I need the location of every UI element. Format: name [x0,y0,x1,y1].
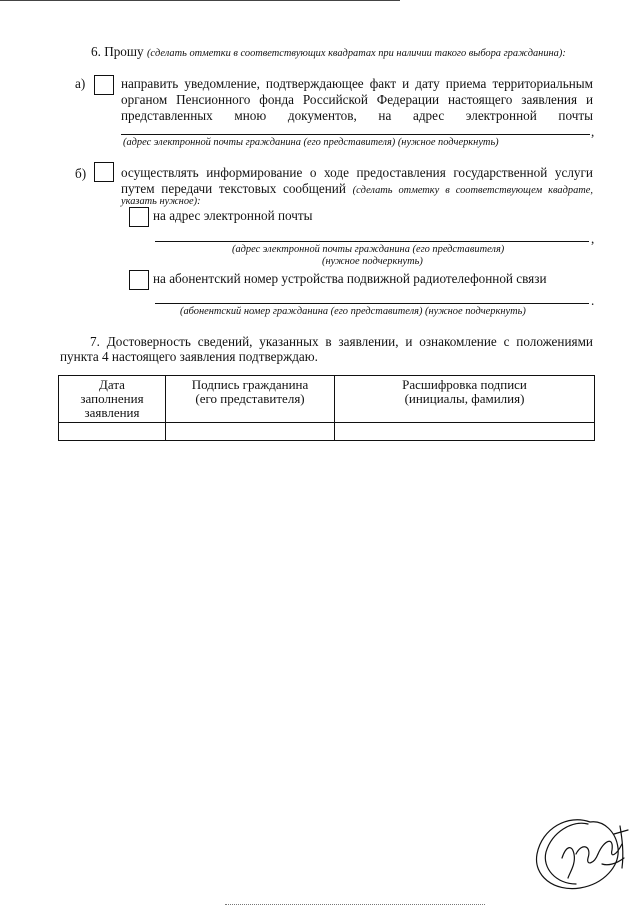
section-6-title: 6. Прошу [91,44,144,59]
section-6-heading [91,44,566,60]
option-email-label: на адрес электронной почты [153,208,313,223]
item-a-checkbox[interactable] [94,75,114,95]
option-phone-field[interactable] [155,303,589,304]
item-b-line-2 [121,181,593,197]
item-a-line-3: представленных мною документов, на адрес электронной почты [121,108,593,123]
item-a-field-caption: (адрес электронной почты гражданина (его представителя) (нужное подчеркнуть) [123,137,499,148]
header-signature: Подпись гражданина (его представителя) [166,376,335,423]
item-a-line-2: органом Пенсионного фонда Российской Федерации настоящего заявления и [121,92,593,107]
option-phone-period: . [591,293,595,308]
item-b-line-2-note: (сделать отметку в соответствующем квадрате, [352,185,593,196]
section-6-note: (сделать отметки в соответствующих квадратах при наличии такого выбора гражданина): [146,48,566,59]
item-a-line-1: направить уведомление, подтверждающее факт и дату приема территориальным [121,76,593,91]
item-b-line-1: осуществлять информирование о ходе предоставления государственной услуги [121,165,593,180]
option-email-caption-1: (адрес электронной почты гражданина (его представителя) [232,244,505,255]
item-b-checkbox[interactable] [94,162,114,182]
signature-table [58,375,595,441]
signature-cell[interactable] [166,423,335,441]
item-b-marker: б) [75,166,87,181]
option-email-caption-2: (нужное подчеркнуть) [322,256,423,267]
option-email-field[interactable] [155,241,589,242]
item-a-email-field[interactable] [121,134,590,135]
decoding-cell[interactable] [335,423,595,441]
item-a-field-comma: , [591,124,595,139]
option-email-checkbox[interactable] [129,207,149,227]
item-a-marker: а) [75,76,86,91]
option-phone-checkbox[interactable] [129,270,149,290]
signature-table-header-row [59,376,595,423]
date-cell[interactable] [59,423,166,441]
section-7-line-2: пункта 4 настоящего заявления подтверждаю. [60,349,318,364]
section-7-line-1: 7. Достоверность сведений, указанных в заявлении, и ознакомление с положениями [90,334,593,349]
item-b-line-3-note: указать нужное): [121,196,201,207]
handwritten-signature [528,806,636,896]
option-phone-caption: (абонентский номер гражданина (его представителя) (нужное подчеркнуть) [180,306,526,317]
top-border-line [0,0,400,1]
header-date: Дата заполнения заявления [59,376,166,423]
option-email-comma: , [591,231,595,246]
option-phone-label: на абонентский номер устройства подвижной радиотелефонной связи [153,271,547,286]
signature-table-row [59,423,595,441]
header-decoding: Расшифровка подписи (инициалы, фамилия) [335,376,595,423]
item-b-line-2-main: путем передачи текстовых сообщений [121,181,346,196]
